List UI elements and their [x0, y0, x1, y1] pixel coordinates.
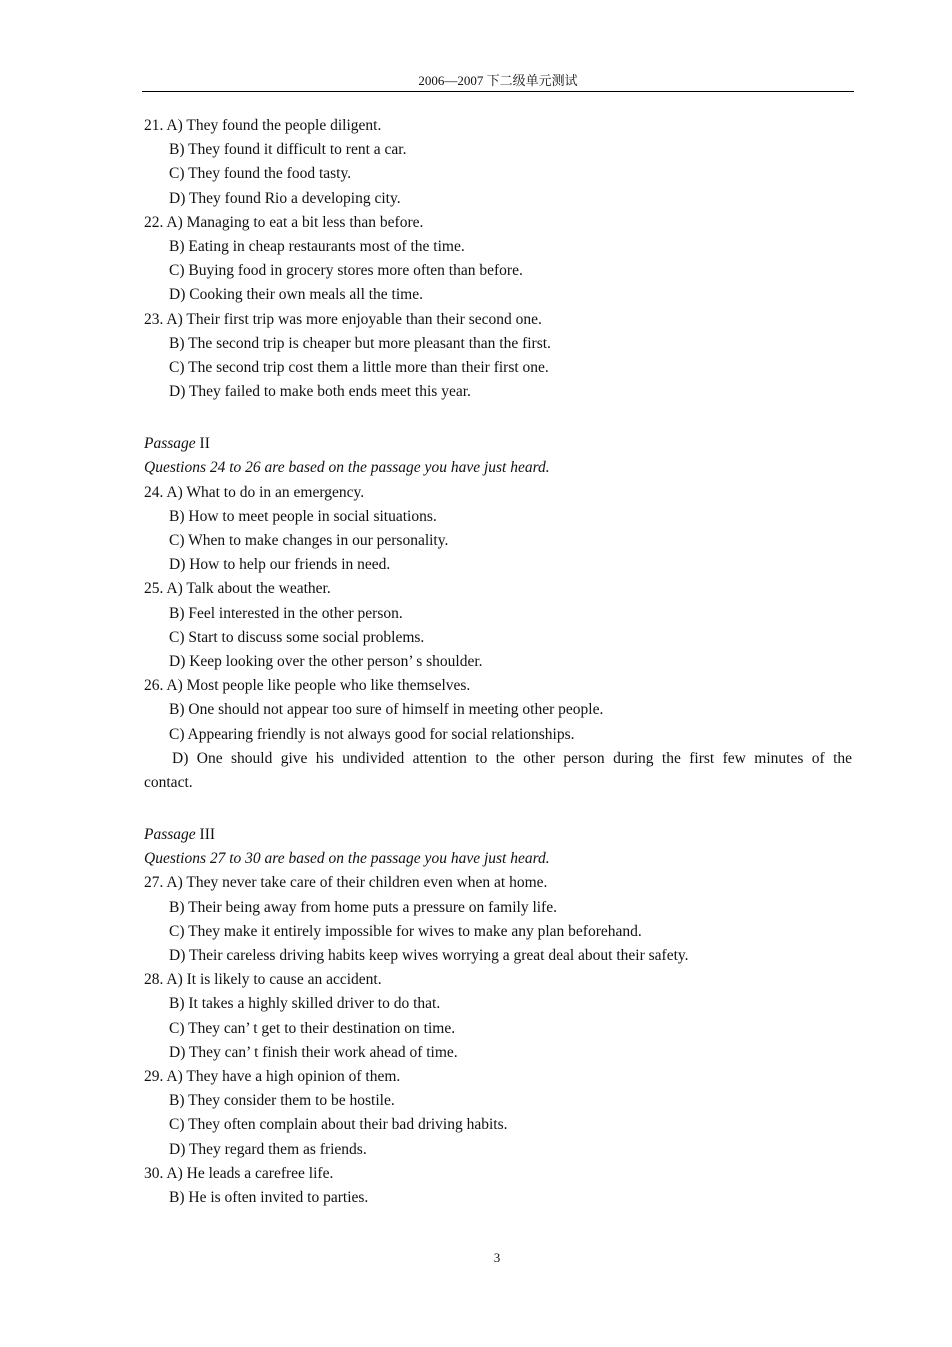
question-25-d: D) Keep looking over the other person’ s shoulder. [169, 652, 483, 670]
passage-2-instruction: Questions 24 to 26 are based on the passage you have just heard. [144, 459, 550, 477]
question-30-b: B) He is often invited to parties. [169, 1188, 369, 1206]
question-26-d-continued: contact. [144, 773, 193, 791]
question-28-b: B) It takes a highly skilled driver to do that. [169, 995, 441, 1013]
question-29-c: C) They often complain about their bad driving habits. [169, 1116, 508, 1134]
question-26-a: 26. A) Most people like people who like themselves. [144, 677, 471, 695]
question-29-a: 29. A) They have a high opinion of them. [144, 1067, 401, 1085]
question-25-b: B) Feel interested in the other person. [169, 604, 403, 622]
question-23-d: D) They failed to make both ends meet this year. [169, 383, 471, 401]
passage-3-title: Passage III [144, 826, 216, 844]
question-21-d: D) They found Rio a developing city. [169, 189, 401, 207]
question-27-b: B) Their being away from home puts a pressure on family life. [169, 898, 557, 916]
question-22-b: B) Eating in cheap restaurants most of the time. [169, 237, 465, 255]
passage-3-instruction: Questions 27 to 30 are based on the passage you have just heard. [144, 850, 550, 868]
question-24-d: D) How to help our friends in need. [169, 556, 391, 574]
question-28-d: D) They can’ t finish their work ahead of time. [169, 1043, 458, 1061]
question-21-a: 21. A) They found the people diligent. [144, 117, 382, 134]
question-24-b: B) How to meet people in social situations. [169, 507, 437, 525]
question-27-c: C) They make it entirely impossible for wives to make any plan beforehand. [169, 922, 642, 940]
question-25-c: C) Start to discuss some social problems. [169, 628, 425, 646]
question-21-c: C) They found the food tasty. [169, 165, 352, 183]
question-28-a: 28. A) It is likely to cause an accident. [144, 971, 382, 989]
question-content [144, 114, 852, 1210]
question-22-c: C) Buying food in grocery stores more often than before. [169, 262, 523, 280]
question-21-b: B) They found it difficult to rent a car. [169, 141, 407, 159]
question-26-c: C) Appearing friendly is not always good for social relationships. [169, 725, 575, 743]
question-23-b: B) The second trip is cheaper but more pleasant than the first. [169, 334, 551, 352]
question-24-a: 24. A) What to do in an emergency. [144, 483, 365, 501]
question-22-a: 22. A) Managing to eat a bit less than before. [144, 213, 424, 231]
page-number: 3 [493, 1250, 501, 1265]
question-26-b: B) One should not appear too sure of himself in meeting other people. [169, 701, 604, 719]
question-23-a: 23. A) Their first trip was more enjoyable than their second one. [144, 310, 542, 328]
question-30-a: 30. A) He leads a carefree life. [144, 1164, 334, 1182]
question-29-b: B) They consider them to be hostile. [169, 1092, 395, 1110]
page-header: 2006—2007 下二级单元测试 [142, 70, 854, 92]
question-25-a: 25. A) Talk about the weather. [144, 580, 331, 598]
question-24-c: C) When to make changes in our personality. [169, 532, 449, 549]
question-29-d: D) They regard them as friends. [169, 1140, 367, 1158]
question-27-d: D) Their careless driving habits keep wives worrying a great deal about their safety. [169, 947, 689, 964]
question-22-d: D) Cooking their own meals all the time. [169, 286, 423, 304]
question-26-d: D) One should give his undivided attention to the other person during the first few minutes of the [172, 749, 852, 767]
question-23-c: C) The second trip cost them a little more than their first one. [169, 358, 549, 376]
question-27-a: 27. A) They never take care of their children even when at home. [144, 874, 548, 892]
passage-2-title: Passage II [144, 435, 210, 453]
question-28-c: C) They can’ t get to their destination on time. [169, 1019, 456, 1037]
